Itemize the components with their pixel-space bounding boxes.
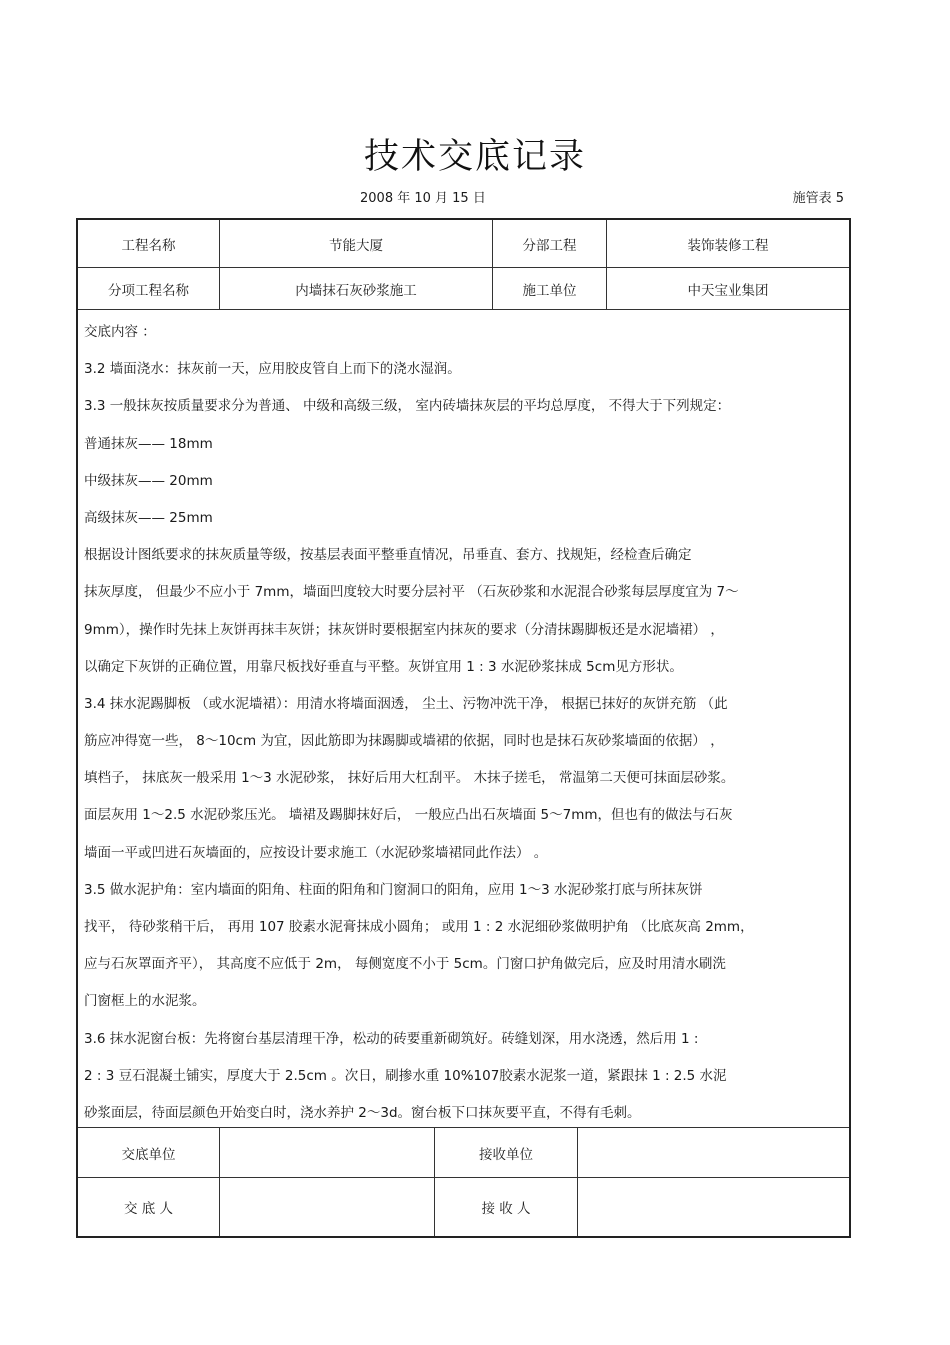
- content-line: 2 : 3 豆石混凝土铺实，厚度大于 2.5cm 。次日，刷掺水重 10%107胶素水泥浆一道，紧跟抹 1 : 2.5 水泥: [84, 1067, 727, 1084]
- value-receiver: [578, 1178, 849, 1236]
- form-number: 施管表 5: [792, 191, 844, 206]
- content-line: 3.6 抹水泥窗台板：先将窗台基层清理干净，松动的砖要重新砌筑好。砖缝划深，用水浇透，然后用 1 :: [84, 1030, 699, 1047]
- content-line: 筋应冲得宽一些， 8～10cm 为宜，因此筋即为抹踢脚或墙裙的依据，同时也是抹石灰砂浆墙面的依据） ，: [84, 733, 724, 750]
- content-line: 根据设计图纸要求的抹灰质量等级，按基层表面平整垂直情况，吊垂直、套方、找规矩，经检查后确定: [84, 547, 692, 564]
- disclosure-content: [78, 310, 849, 1128]
- content-line: 中级抹灰—— 20mm: [84, 472, 213, 489]
- value-discloser: [220, 1178, 435, 1236]
- content-line: 9mm），操作时先抹上灰饼再抹丰灰饼；抹灰饼时要根据室内抹灰的要求（分清抹踢脚板还是水泥墙裙） ，: [84, 621, 724, 638]
- value-division: 装饰装修工程: [687, 237, 769, 254]
- table-row-subproject: [78, 268, 849, 310]
- value-disclosing-unit: [220, 1128, 435, 1177]
- content-line: 应与石灰罩面齐平）， 其高度不应低于 2m， 每侧宽度不小于 5cm。门窗口护角做完后，应及时用清水刷洗: [84, 956, 726, 973]
- label-contractor: 施工单位: [493, 268, 607, 309]
- record-table: [76, 218, 851, 1238]
- label-disclosing-unit: 交底单位: [78, 1128, 220, 1177]
- content-line: 面层灰用 1～2.5 水泥砂浆压光。 墙裙及踢脚抹好后， 一般应凸出石灰墙面 5～7mm，但也有的做法与石灰: [84, 807, 733, 824]
- table-row-project: [78, 220, 849, 268]
- content-line: 抹灰厚度， 但最少不应小于 7mm，墙面凹度较大时要分层衬平 （石灰砂浆和水泥混合砂浆每层厚度宜为 7～: [84, 584, 739, 601]
- document-title: 技术交底记录: [363, 137, 586, 177]
- content-line: 填档子， 抹底灰一般采用 1～3 水泥砂浆， 抹好后用大杠刮平。 木抹子搓毛， 常温第二天便可抹面层砂浆。: [84, 770, 735, 787]
- content-line: 找平， 待砂浆稍干后， 再用 107 胶素水泥膏抹成小圆角； 或用 1 : 2 水泥细砂浆做明护角 （比底灰高 2mm，: [84, 919, 754, 935]
- content-line: 高级抹灰—— 25mm: [84, 509, 213, 526]
- content-line: 3.4 抹水泥踢脚板 （或水泥墙裙）：用清水将墙面洇透， 尘土、污物冲洗干净， 根据已抹好的灰饼充筋 （此: [84, 695, 728, 712]
- content-line: 3.5 做水泥护角：室内墙面的阳角、柱面的阳角和门窗洞口的阳角，应用 1～3 水泥砂浆打底与所抹灰饼: [84, 881, 703, 898]
- value-project-name: 节能大厦: [220, 220, 493, 267]
- content-line: 门窗框上的水泥浆。: [84, 993, 206, 1010]
- label-subproject-name: 分项工程名称: [78, 268, 220, 309]
- record-date: 2008 年 10 月 15 日: [360, 191, 486, 206]
- label-division: 分部工程: [493, 220, 607, 267]
- content-line: 3.3 一般抹灰按质量要求分为普通、 中级和高级三级， 室内砖墙抹灰层的平均总厚度， 不得大于下列规定：: [84, 398, 731, 415]
- content-line: 3.2 墙面浇水：抹灰前一天，应用胶皮管自上而下的浇水湿润。: [84, 361, 461, 378]
- label-discloser: 交 底 人: [78, 1178, 220, 1236]
- label-receiving-unit: 接收单位: [435, 1128, 578, 1177]
- label-project-name: 工程名称: [78, 220, 220, 267]
- content-line: 砂浆面层，待面层颜色开始变白时，浇水养护 2～3d。窗台板下口抹灰要平直，不得有毛刺。: [84, 1104, 641, 1121]
- table-row-units: [78, 1128, 849, 1178]
- content-line: 交底内容 ：: [84, 324, 156, 340]
- content-line: 普通抹灰—— 18mm: [84, 435, 213, 452]
- label-receiver: 接 收 人: [435, 1178, 578, 1236]
- table-row-persons: [78, 1178, 849, 1236]
- content-line: 以确定下灰饼的正确位置，用靠尺板找好垂直与平整。灰饼宜用 1 : 3 水泥砂浆抹成 5cm见方形状。: [84, 658, 683, 675]
- value-contractor: 中天宝业集团: [687, 282, 769, 299]
- value-subproject-name: 内墙抹石灰砂浆施工: [220, 268, 493, 309]
- value-receiving-unit: [578, 1128, 849, 1177]
- content-line: 墙面一平或凹进石灰墙面的，应按设计要求施工（水泥砂浆墙裙同此作法） 。: [84, 844, 548, 861]
